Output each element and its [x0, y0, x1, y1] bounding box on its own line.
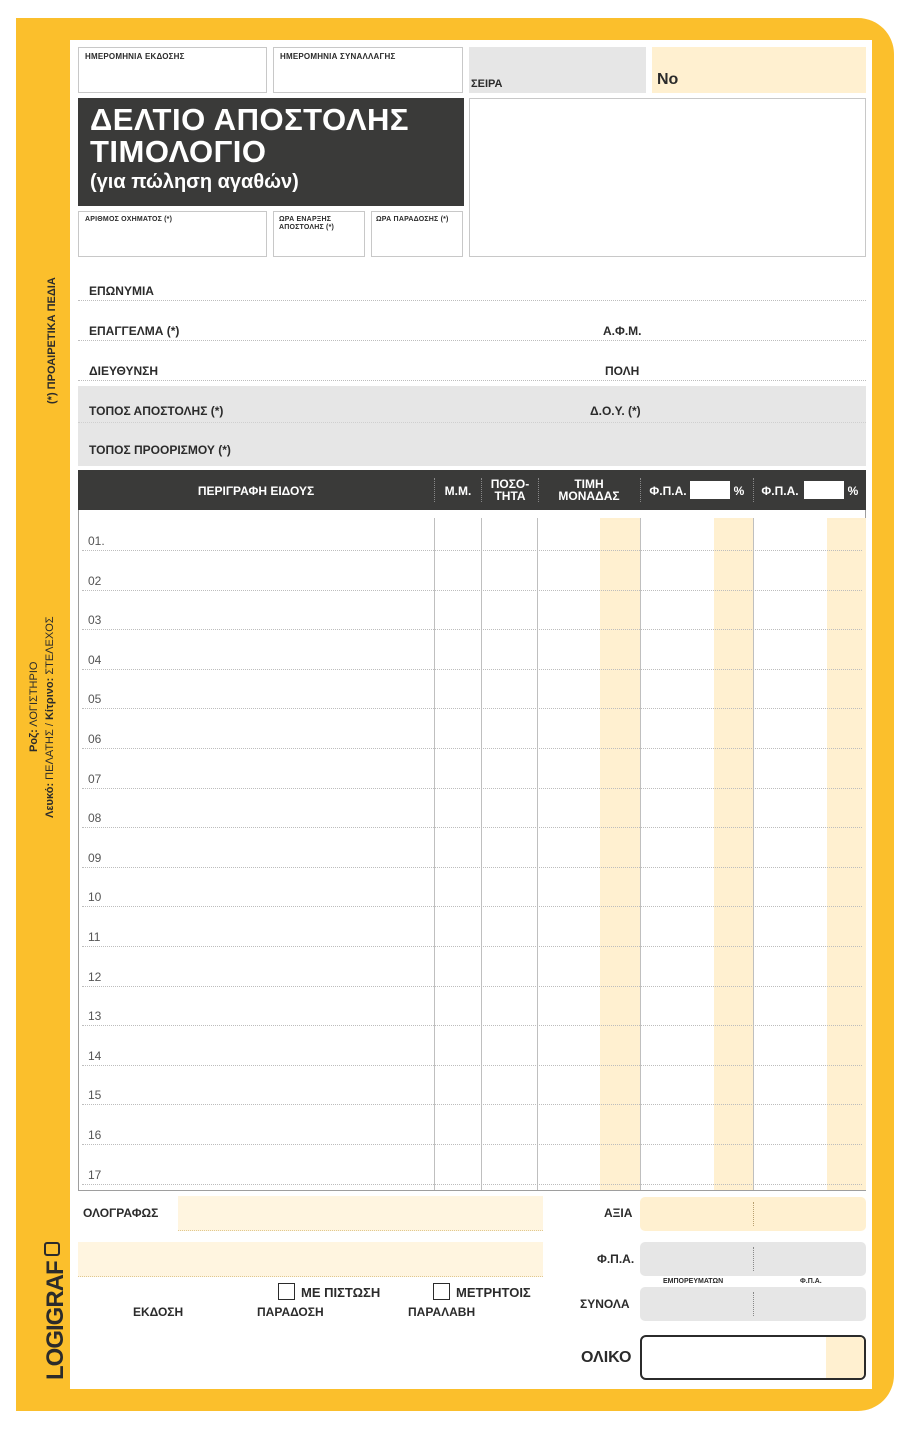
header-sep	[753, 478, 754, 502]
tax-office-label: Δ.Ο.Υ. (*)	[590, 404, 641, 418]
in-words-field-1[interactable]	[178, 1196, 543, 1231]
delivery-time-label: ΩΡΑ ΠΑΡΑΔΟΣΗΣ (*)	[376, 216, 449, 223]
col-divider	[640, 518, 641, 1190]
header-sep	[538, 478, 539, 502]
table-row[interactable]	[82, 708, 862, 709]
copy-colors-note: Ροζ: ΛΟΓΙΣΤΗΡΙΟ	[28, 661, 40, 752]
number-label: No	[657, 71, 679, 88]
credit-checkbox[interactable]	[278, 1283, 295, 1300]
table-row[interactable]	[82, 590, 862, 591]
title-line-1: ΔΕΛΤΙΟ ΑΠΟΣΤΟΛΗΣ	[90, 102, 409, 137]
vehicle-number-box[interactable]	[78, 211, 267, 257]
table-row[interactable]	[82, 669, 862, 670]
name-label: ΕΠΩΝΥΜΙΑ	[89, 284, 154, 298]
profession-line[interactable]	[78, 340, 866, 341]
start-time-label: ΩΡΑ ΕΝΑΡΞΗΣ ΑΠΟΣΤΟΛΗΣ (*)	[279, 216, 335, 231]
row-number: 09	[88, 850, 102, 865]
transaction-date-box[interactable]	[273, 47, 463, 93]
percent-2: %	[847, 484, 859, 498]
issuer-box[interactable]	[469, 98, 866, 257]
table-row[interactable]	[82, 550, 862, 551]
brand-logo-mark	[44, 1242, 60, 1256]
address-label: ΔΙΕΥΘΥΝΣΗ	[89, 364, 159, 378]
col-divider	[537, 518, 538, 1190]
row-number: 12	[88, 969, 102, 984]
table-row[interactable]	[82, 986, 862, 987]
delivery-time-box[interactable]	[371, 211, 463, 257]
row-number: 02	[88, 573, 102, 588]
document-title	[78, 98, 464, 206]
name-line[interactable]	[78, 300, 866, 301]
vehicle-number-label: ΑΡΙΘΜΟΣ ΟΧΗΜΑΤΟΣ (*)	[85, 216, 173, 223]
table-row[interactable]	[82, 1144, 862, 1145]
vat2-cents-column	[827, 518, 866, 1190]
issue-date-label: ΗΜΕΡΟΜΗΝΙΑ ΕΚΔΟΣΗΣ	[85, 52, 185, 61]
totals-split	[753, 1292, 754, 1316]
destination-label: ΤΟΠΟΣ ΠΡΟΟΡΙΣΜΟΥ (*)	[89, 443, 231, 457]
table-row[interactable]	[82, 748, 862, 749]
cash-checkbox[interactable]	[433, 1283, 450, 1300]
value-split	[753, 1202, 754, 1226]
price-cents-column	[600, 518, 640, 1190]
row-number: 01.	[88, 534, 105, 548]
title-line-3: (για πώληση αγαθών)	[90, 171, 299, 193]
header-sep	[481, 478, 482, 502]
grand-total-cents	[826, 1337, 864, 1378]
cash-label: ΜΕΤΡΗΤΟΙΣ	[456, 1285, 531, 1300]
row-number: 15	[88, 1088, 102, 1103]
table-row[interactable]	[82, 1065, 862, 1066]
table-row[interactable]	[82, 1025, 862, 1026]
vat-small-label: Φ.Π.Α.	[800, 1278, 822, 1285]
in-words-label: ΟΛΟΓΡΑΦΩΣ	[83, 1206, 159, 1220]
col-divider	[434, 518, 435, 1190]
percent-1: %	[733, 484, 745, 498]
optional-fields-note: (*) ΠΡΟΑΙΡΕΤΙΚΑ ΠΕΔΙΑ	[46, 277, 58, 404]
row-number: 10	[88, 890, 102, 905]
title-line-2: ΤΙΜΟΛΟΓΙΟ	[90, 134, 267, 169]
number-box[interactable]	[652, 47, 866, 93]
table-row[interactable]	[82, 788, 862, 789]
address-line[interactable]	[78, 380, 866, 381]
table-header	[78, 470, 866, 510]
row-number: 03	[88, 613, 102, 628]
col-vat-2: Φ.Π.Α.	[761, 484, 799, 498]
vat-number-label: Α.Φ.Μ.	[603, 324, 642, 338]
vat-total-label: Φ.Π.Α.	[597, 1252, 635, 1266]
table-row[interactable]	[82, 827, 862, 828]
brand-logo: LOGIGRAF	[42, 1261, 69, 1380]
series-box[interactable]	[469, 47, 646, 93]
col-vat-1: Φ.Π.Α.	[649, 484, 687, 498]
receipt-signature-label: ΠΑΡΑΛΑΒΗ	[408, 1305, 476, 1319]
row-number: 06	[88, 732, 102, 746]
row-number: 17	[88, 1167, 102, 1182]
transaction-date-label: ΗΜΕΡΟΜΗΝΙΑ ΣΥΝΑΛΛΑΓΗΣ	[280, 52, 396, 61]
row-number: 05	[88, 692, 102, 707]
series-label: ΣΕΙΡΑ	[471, 78, 503, 90]
credit-label: ΜΕ ΠΙΣΤΩΣΗ	[301, 1285, 381, 1300]
row-number: 13	[88, 1009, 102, 1024]
row-number: 08	[88, 811, 102, 826]
table-row[interactable]	[82, 946, 862, 947]
vat-split	[753, 1247, 754, 1271]
row-number: 04	[88, 652, 102, 667]
vat1-cents-column	[714, 518, 753, 1190]
delivery-signature-label: ΠΑΡΑΔΟΣΗ	[257, 1305, 324, 1319]
col-unit-price: ΤΙΜΗ ΜΟΝΑΔΑΣ	[558, 477, 620, 503]
grand-total-label: ΟΛΙΚΟ	[581, 1349, 632, 1366]
row-number: 16	[88, 1128, 102, 1142]
col-divider	[481, 518, 482, 1190]
in-words-field-2[interactable]	[78, 1242, 543, 1277]
vat-rate-1-input[interactable]	[690, 481, 730, 499]
table-row[interactable]	[82, 629, 862, 630]
issue-signature-label: ΕΚΔΟΣΗ	[133, 1305, 184, 1319]
table-row[interactable]	[82, 1184, 862, 1185]
table-row[interactable]	[82, 906, 862, 907]
grand-total-field[interactable]	[640, 1335, 866, 1380]
col-description: ΠΕΡΙΓΡΑΦΗ ΕΙΔΟΥΣ	[197, 484, 315, 498]
dispatch-place-label: ΤΟΠΟΣ ΑΠΟΣΤΟΛΗΣ (*)	[89, 404, 224, 418]
start-time-box[interactable]	[273, 211, 365, 257]
issue-date-box[interactable]	[78, 47, 267, 93]
row-number: 07	[88, 771, 102, 786]
table-row[interactable]	[82, 1104, 862, 1105]
copy-colors-note-2: Λευκό: ΠΕΛΑΤΗΣ / Κίτρινο: ΣΤΕΛΕΧΟΣ	[44, 616, 56, 818]
vat-rate-2-input[interactable]	[804, 481, 844, 499]
row-number: 11	[88, 930, 101, 944]
totals-label: ΣΥΝΟΛΑ	[580, 1297, 630, 1311]
col-quantity: ΠΟΣΟ- ΤΗΤΑ	[490, 477, 530, 503]
goods-label: ΕΜΠΟΡΕΥΜΑΤΩΝ	[663, 1278, 724, 1285]
header-sep	[640, 478, 641, 502]
table-row[interactable]	[82, 867, 862, 868]
dispatch-line[interactable]	[78, 422, 866, 423]
city-label: ΠΟΛΗ	[605, 364, 640, 378]
col-unit: Μ.Μ.	[444, 484, 472, 498]
row-number: 14	[88, 1048, 102, 1063]
col-divider	[753, 518, 754, 1190]
value-label: ΑΞΙΑ	[604, 1206, 633, 1220]
header-sep	[434, 478, 435, 502]
profession-label: ΕΠΑΓΓΕΛΜΑ (*)	[89, 324, 180, 338]
